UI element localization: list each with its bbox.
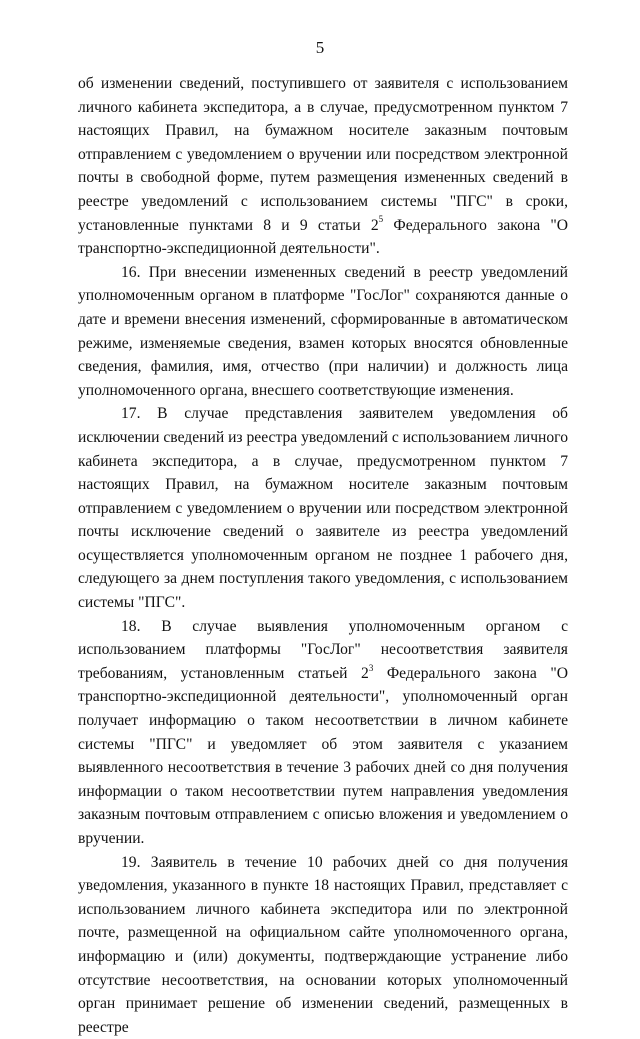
paragraph-p17 xyxy=(78,402,568,614)
paragraph-p19 xyxy=(78,851,568,1039)
paragraph-p18 xyxy=(78,615,568,851)
paragraph-p15-continued xyxy=(78,72,568,261)
paragraph-text: Федерального закона "О транспортно-экспедиционной деятельности", уполномоченный орган получает информацию о таком несоответствии в личном кабинете системы "ПГС" и уведомляет об этом заявителя с указанием выявленного несоответствия в течение 3 рабочих дней со дня получения информации о таком несоответствии путем направления уведомления заказным почтовым отправлением с описью вложения и уведомлением о вручении. xyxy=(78,664,568,847)
paragraph-text: 16. При внесении измененных сведений в реестр уведомлений уполномоченным органом в платформе "ГосЛог" сохраняются данные о дате и времени внесения изменений, сформированные в автоматическом режиме, изменяемые сведения, взамен которых вносятся обновленные сведения, фамилия, имя, отчество (при наличии) и должность лица уполномоченного органа, внесшего соответствующие изменения. xyxy=(78,263,568,399)
paragraph-text: 17. В случае представления заявителем уведомления об исключении сведений из реестра уведомлений с использованием личного кабинета экспедитора, а в случае, предусмотренном пунктом 7 настоящих Правил, на бумажном носителе заказным почтовым отправлением с уведомлением о вручении или посредством электронной почты исключение сведений о заявителе из реестра уведомлений осуществляется уполномоченным органом не позднее 1 рабочего дня, следующего за днем поступления такого уведомления, с использованием системы "ПГС". xyxy=(78,405,568,612)
page-number: 5 xyxy=(315,38,325,57)
superscript-reference: 5 xyxy=(378,214,384,225)
paragraph-p16 xyxy=(78,261,568,403)
paragraph-text: Федерального закона "О транспортно-экспедиционной деятельности". xyxy=(78,216,569,258)
paragraph-text: 19. Заявитель в течение 10 рабочих дней со дня получения уведомления, указанного в пункте 18 настоящих Правил, представляет с использованием личного кабинета экспедитора или по электронной почте, размещенной на официальном сайте уполномоченного органа, информацию и (или) документы, подтверждающие устранение либо отсутствие несоответствия, на основании которых уполномоченный орган принимает решение об изменении сведений, размещенных в реестре xyxy=(78,853,568,1036)
document-body xyxy=(78,72,568,1039)
paragraph-text: 18. В случае выявления уполномоченным органом с использованием платформы "ГосЛог" несоответствия заявителя требованиям, установленным статьей 2 xyxy=(78,617,568,682)
superscript-reference: 3 xyxy=(368,662,374,673)
paragraph-text: об изменении сведений, поступившего от заявителя с использованием личного кабинета экспедитора, а в случае, предусмотренном пунктом 7 настоящих Правил, на бумажном носителе заказным почтовым отправлением с уведомлением о вручении или посредством электронной почты в свободной форме, путем размещения измененных сведений в реестре уведомлений с использованием системы "ПГС" в сроки, установленные пунктами 8 и 9 статьи 2 xyxy=(78,75,568,234)
